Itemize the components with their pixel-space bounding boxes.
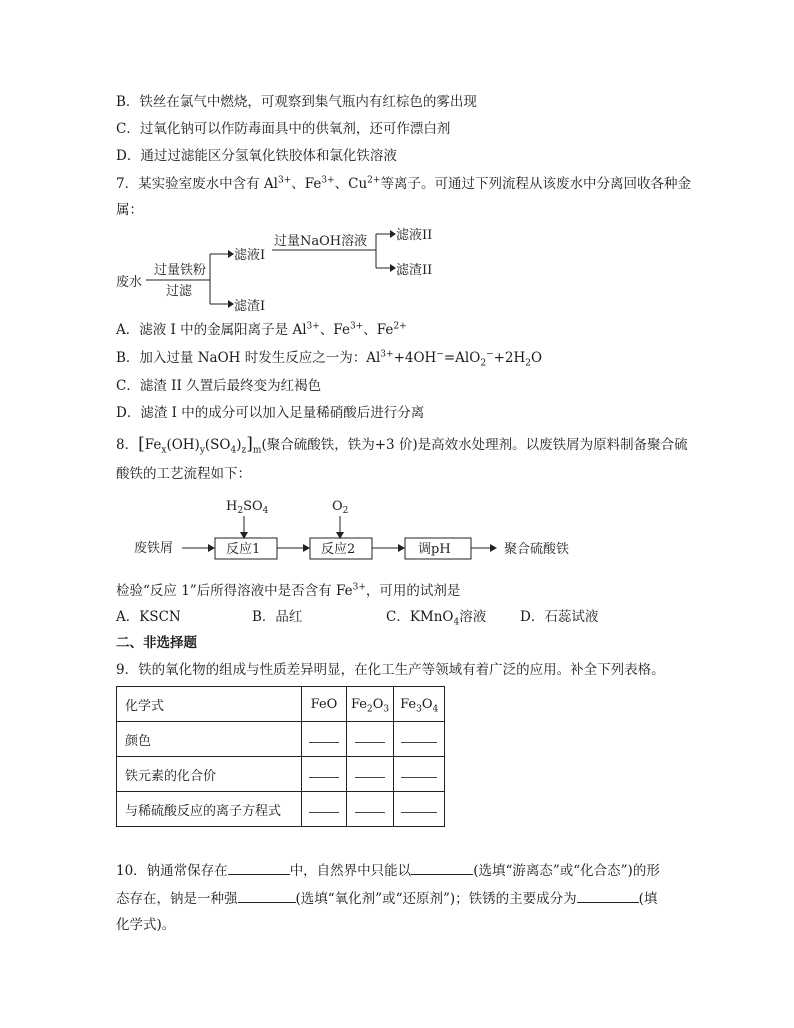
iron-oxide-table [116,686,445,827]
q8-option-b: B．品红 [252,609,303,625]
start-label: 废铁屑 [134,541,174,556]
filter-label: 过滤 [166,284,193,299]
answer-blank[interactable] [394,757,445,792]
q8-option-d: D．石蕊试液 [520,609,599,625]
header-feo: FeO [302,687,347,722]
answer-blank[interactable] [347,722,394,757]
q6-option-b: B．铁丝在氯气中燃烧，可观察到集气瓶内有红棕色的雾出现 [116,94,477,110]
reaction-2-label: 反应2 [321,542,356,557]
row-label-color: 颜色 [117,722,302,757]
answer-blank[interactable] [302,792,347,827]
q10-line-3: 化学式)。 [116,917,176,933]
reaction-1-label: 反应1 [226,542,261,557]
answer-blank[interactable] [228,860,290,875]
q8-option-a: A．KSCN [116,609,181,625]
q7-stem: 7．某实验室废水中含有 $Al^{3+}$、$Fe^{3+}$、$Cu^{2+}$等离子。可通过下列流程从该废水中分离回收各种金 [116,175,691,192]
answer-blank[interactable] [394,722,445,757]
q6-option-d: D．通过过滤能区分氢氧化铁胶体和氯化铁溶液 [116,148,397,164]
q8-question: 检验“反应 1”后所得溶液中是否含有 $Fe^{3+}$，可用的试剂是 [116,582,461,599]
q7-option-a: A．滤液 I 中的金属阳离子是 $Al^{3+}$、$Fe^{3+}$、$Fe^{2+}$ [116,321,407,338]
q8-stem-cont: 酸铁的工艺流程如下： [116,466,251,482]
q10-line-2: 态存在，钠是一种强 (选填“氧化剂”或“还原剂”)；铁锈的主要成分为 (填 [116,888,657,909]
filtrate-1-label: 滤液I [234,248,266,263]
filtrate-2-label: 滤液II [396,228,433,243]
answer-blank[interactable] [347,757,394,792]
residue-2-label: 滤渣II [396,263,433,278]
section-heading: 二、非选择题 [116,635,197,651]
q8-number: 8． [116,437,139,453]
q7-stem-cont: 属： [116,202,143,218]
q8-flow-diagram [128,494,598,564]
header-fe3o4: $Fe_3O_4$ [394,687,445,722]
answer-blank[interactable] [302,722,347,757]
naoh-label: 过量NaOH溶液 [274,234,368,249]
table-row [117,757,445,792]
header-formula: 化学式 [117,687,302,722]
answer-blank[interactable] [302,757,347,792]
q7-option-b: B．加入过量 NaOH 时发生反应之一为：$Al^{3+}+4OH^-=AlO_2^-+2H_2O$ [116,349,543,369]
o2-label: $O_2$ [332,499,349,516]
adjust-ph-label: 调pH [418,542,451,557]
table-row [117,722,445,757]
q8-option-c: C．KMnO$_4$溶液 [386,609,487,628]
q7-option-c: C．滤渣 II 久置后最终变为红褐色 [116,378,322,394]
q10-line-1: 10．钠通常保存在 中，自然界中只能以 (选填“游离态”或“化合态”)的形 [116,860,660,881]
answer-blank[interactable] [347,792,394,827]
answer-blank[interactable] [411,860,473,875]
table-row [117,792,445,827]
q8-stem: 8．$[Fe_x(OH)_y(SO_4)_z]_m$(聚合硫酸铁，铁为+3 价)是高效水处理剂。以废铁屑为原料制备聚合硫 [116,434,688,456]
answer-blank[interactable] [577,888,639,903]
header-fe2o3: $Fe_2O_3$ [347,687,394,722]
answer-blank[interactable] [394,792,445,827]
waste-water-label: 废水 [116,275,143,290]
h2so4-label: $H_2SO_4$ [226,499,269,516]
answer-blank[interactable] [238,888,296,903]
q6-option-c: C．过氧化钠可以作防毒面具中的供氧剂，还可作漂白剂 [116,121,451,137]
row-label-ionic-equation: 与稀硫酸反应的离子方程式 [117,792,302,827]
row-label-valence: 铁元素的化合价 [117,757,302,792]
q9-stem: 9．铁的氧化物的组成与性质差异明显，在化工生产等领域有着广泛的应用。补全下列表格。 [116,662,665,678]
q7-option-d: D．滤渣 I 中的成分可以加入足量稀硝酸后进行分离 [116,405,425,421]
iron-powder-label: 过量铁粉 [154,263,207,278]
table-header-row [117,687,445,722]
q7-flow-diagram [110,222,450,322]
residue-1-label: 滤渣I [234,299,266,314]
end-label: 聚合硫酸铁 [504,542,570,557]
